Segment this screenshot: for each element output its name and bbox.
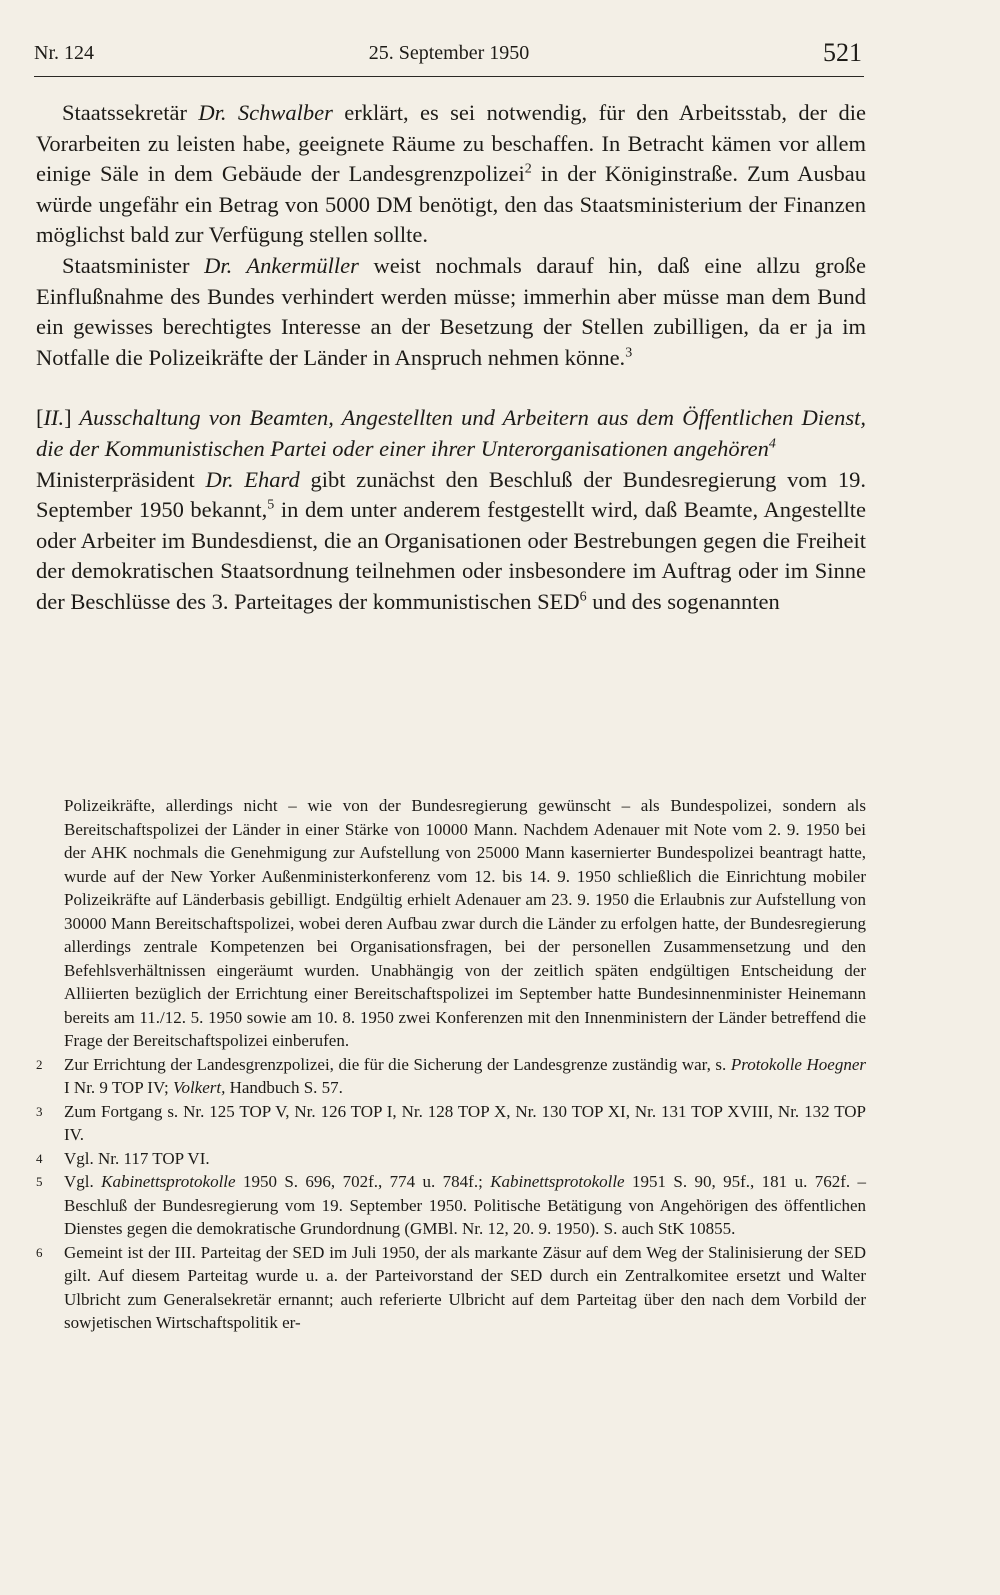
- footnote-ref: 2: [524, 161, 532, 177]
- footnote-text: I Nr. 9 TOP IV;: [64, 1078, 173, 1097]
- footnote-5: [36, 1170, 866, 1241]
- paragraph-schwalber: [36, 98, 866, 251]
- paragraph-ankermueller: [36, 251, 866, 373]
- footnote-text: Zum Fortgang s. Nr. 125 TOP V, Nr. 126 TOP I, Nr. 128 TOP X, Nr. 130 TOP XI, Nr. 131 TOP XVIII, Nr. 132 TOP IV.: [64, 1101, 866, 1144]
- running-header: [34, 40, 864, 77]
- footnote-ref: 6: [579, 589, 587, 605]
- agenda-heading: [36, 403, 866, 464]
- bracket-open: [: [36, 405, 44, 431]
- source-title: Protokolle Hoegner: [730, 1054, 866, 1074]
- source-title: Kabinettsprotokolle: [101, 1172, 236, 1191]
- agenda-title: Ausschaltung von Beamten, Angestellten und Arbeitern aus dem Öffentlichen Dienst, die der Kommunistischen Partei oder einer ihrer Unterorganisationen angehören: [36, 405, 866, 461]
- speaker-name: Dr. Ehard: [205, 466, 300, 492]
- main-text: [36, 98, 866, 618]
- bracket-close: ]: [64, 405, 72, 431]
- paragraph-text: und des sogenannten: [586, 588, 780, 614]
- agenda-numeral: II.: [43, 405, 65, 431]
- header-date: 25. September 1950: [368, 42, 530, 64]
- source-title: Kabinettsprotokolle: [490, 1172, 625, 1191]
- footnote-ref: 3: [625, 345, 633, 361]
- footnote-2: [36, 1053, 866, 1100]
- footnote-number: 5: [36, 1174, 43, 1189]
- footnote-text: 1950 S. 696, 702f., 774 u. 784f.;: [235, 1172, 491, 1191]
- footnote-3: [36, 1100, 866, 1147]
- footnotes: [36, 794, 866, 1335]
- footnote-4: [36, 1147, 866, 1171]
- footnote-text: Vgl. Nr. 117 TOP VI.: [64, 1148, 210, 1168]
- speaker-name: Dr. Ankermüller: [204, 252, 359, 278]
- footnote-6: [36, 1241, 866, 1335]
- paragraph-text: weist nochmals darauf hin, daß eine allzu große Einflußnahme des Bundes verhindert werden müsse; immerhin aber müsse man dem Bund ein gewisses berechtigtes Interesse an der Besetzung der Stellen zubilligen, da er ja im Notfalle die Polizeikräfte der Länder in Anspruch nehmen könne.: [36, 252, 866, 370]
- footnote-text: Zur Errichtung der Landesgrenzpolizei, die für die Sicherung der Landesgrenze zuständig war, s.: [64, 1054, 731, 1074]
- footnote-text: Gemeint ist der III. Parteitag der SED im Juli 1950, der als markante Zäsur auf dem Weg der Stalinisierung der SED gilt. Auf diesem Parteitag wurde u. a. der Parteivorstand der SED durch ein Zentralkomitee ersetzt und Walter Ulbricht zum Generalsekretär ernannt; auch referierte Ulbricht auf dem Parteitag über den nach dem Vorbild der sowjetischen Wirtschaftspolitik er-: [64, 1242, 866, 1332]
- paragraph-text: in der Königinstraße. Zum Ausbau würde ungefähr ein Betrag von 5000 DM benötigt, den das Staatsministerium der Finanzen möglichst bald zur Verfügung stellen sollte.: [36, 161, 866, 248]
- footnote-text: Vgl.: [64, 1172, 102, 1191]
- speaker-title: Ministerpräsident: [36, 466, 206, 492]
- speaker-title: Staatssekretär: [62, 100, 199, 125]
- paragraph-text: erklärt, es sei notwendig, für den Arbeitsstab, der die Vorarbeiten zu leisten habe, geeignete Räume zu beschaffen. In Betracht kämen vor allem einige Säle in dem Gebäude der Landesgrenzpolizei: [36, 100, 866, 187]
- footnote-text: Handbuch S. 57.: [225, 1078, 343, 1097]
- footnote-continuation: Polizeikräfte, allerdings nicht – wie von der Bundesregierung gewünscht – als Bundespolizei, sondern als Bereitschaftspolizei der Länder in einer Stärke von 10000 Mann. Nachdem Adenauer mit Note vom 2. 9. 1950 bei der AHK nochmals die Genehmigung zur Aufstellung von 25000 Mann kasernierter Bundespolizei beantragt hatte, wurde auf der New Yorker Außenministerkonferenz vom 12. bis 14. 9. 1950 schließlich die Einrichtung mobiler Polizeikräfte auf Länderbasis gebilligt. Endgültig erhielt Adenauer am 23. 9. 1950 die Erlaubnis zur Aufstellung von 30000 Mann Bereitschaftspolizei, wobei deren Aufbau zwar durch die Länder zu erfolgen hatte, der Bundesregierung allerdings zentrale Kompetenzen bei Organisationsfragen, bei der personellen Zusammensetzung und den Befehlsverhältnissen eingeräumt wurden. Unabhängig von der zeitlich späten endgültigen Entscheidung der Alliierten bezüglich der Errichtung einer Bereitschaftspolizei im September hatte Bundesinnenminister Heinemann bereits am 11./12. 5. 1950 sowie am 10. 8. 1950 zwei Konferenzen mit den Innenministern der Länder betreffend die Frage der Bereitschaftspolizei einberufen.: [64, 796, 866, 1050]
- footnote-number: 2: [36, 1056, 43, 1072]
- footnote-number: 6: [36, 1244, 43, 1260]
- speaker-title: Staatsminister: [62, 252, 205, 278]
- page-number: 521: [823, 38, 862, 67]
- footnote-ref: 4: [768, 436, 776, 452]
- speaker-name: Dr. Schwalber: [198, 100, 333, 125]
- footnote-ref: 5: [267, 497, 275, 513]
- paragraph-text: in dem unter anderem festgestellt wird, daß Beamte, Angestellte oder Arbeiter im Bundesdienst, die an Organisationen oder Bestrebungen gegen die Freiheit der demokratischen Staatsordnung teilnehmen oder insbesondere im Auftrag oder im Sinne der Beschlüsse des 3. Parteitages der kommunistischen SED: [36, 497, 866, 614]
- document-number: Nr. 124: [34, 42, 94, 64]
- paragraph-ehard: [36, 465, 866, 618]
- source-author: Volkert,: [172, 1078, 226, 1097]
- footnote-number: 3: [36, 1103, 43, 1119]
- footnote-number: 4: [36, 1150, 43, 1166]
- paragraph-text: gibt zunächst den Beschluß der Bundesregierung vom 19. September 1950 bekannt,: [36, 466, 866, 523]
- footnote-text: 1951 S. 90, 95f., 181 u. 762f. – Beschluß der Bundesregierung vom 19. September 1950. Politische Betätigung von Angehörigen des öffentlichen Dienstes gegen die demokratische Grundordnung (GMBl. Nr. 12, 20. 9. 1950). S. auch StK 10855.: [64, 1172, 867, 1238]
